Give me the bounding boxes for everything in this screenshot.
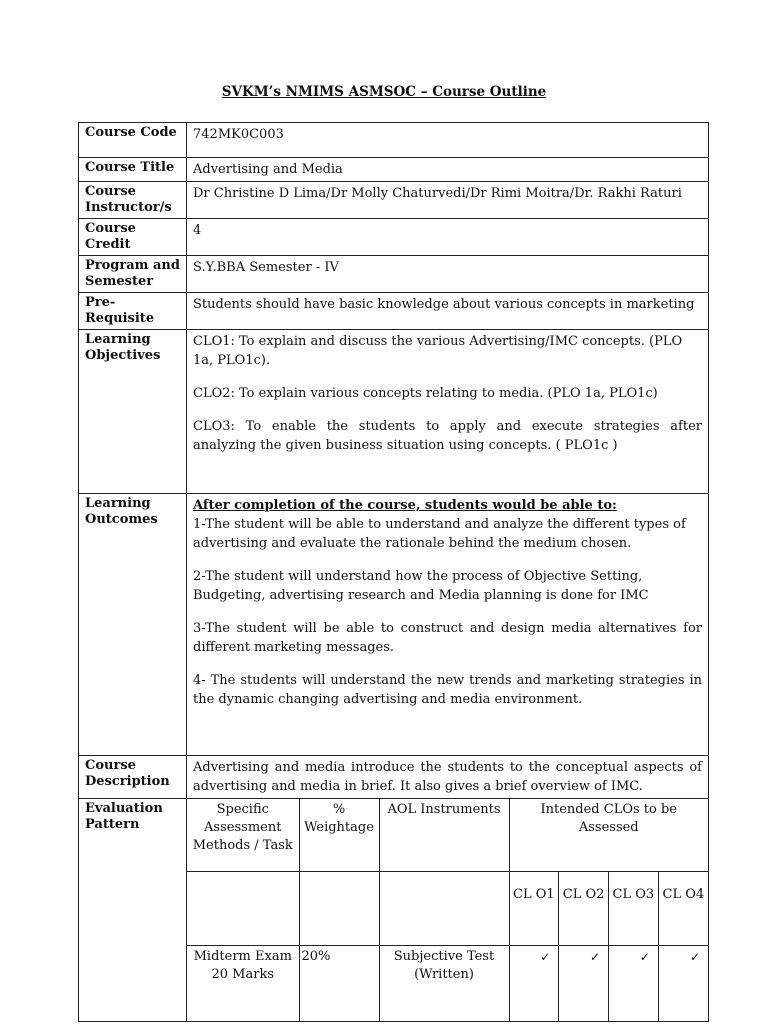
eval-header-method: Specific Assessment Methods / Task [187, 799, 299, 871]
evaluation-label: Evaluation Pattern [79, 799, 187, 1022]
outcomes-heading: After completion of the course, students would be able to: [193, 498, 617, 513]
eval-weight-cell: 20% [299, 945, 379, 1021]
clo2-header: CL O2 [559, 871, 609, 945]
eval-subheader-row [187, 871, 708, 945]
credit-value: 4 [187, 219, 709, 256]
eval-header-aol: AOL Instruments [379, 799, 509, 871]
outcome-4-text: 4- The students will understand the new trends and marketing strategies in the dynamic changing advertising and media environment. [193, 673, 702, 707]
prerequisite-row [79, 293, 709, 330]
clo1-header: CL O1 [509, 871, 559, 945]
program-value: S.Y.BBA Semester - IV [187, 256, 709, 293]
eval-header-clos: Intended CLOs to be Assessed [509, 799, 708, 871]
instructors-value: Dr Christine D Lima/Dr Molly Chaturvedi/Dr Rimi Moitra/Dr. Rakhi Raturi [187, 182, 709, 219]
outcome-1-text: 1-The student will be able to understand and analyze the different types of advertising and evaluate the rationale behind the medium chosen. [193, 517, 686, 551]
eval-method-cell: Midterm Exam 20 Marks [187, 945, 299, 1021]
eval-data-row [187, 945, 708, 1021]
course-title-label: Course Title [79, 158, 187, 182]
eval-aol-cell: Subjective Test (Written) [379, 945, 509, 1021]
description-row [79, 756, 709, 799]
document-title: SVKM’s NMIMS ASMSOC – Course Outline [221, 84, 547, 100]
evaluation-table [187, 799, 708, 1021]
course-code-value: 742MK0C003 [187, 123, 709, 158]
clo1-text: CLO1: To explain and discuss the various Advertising/IMC concepts. (PLO 1a, PLO1c). [193, 334, 683, 368]
clo4-header: CL O4 [658, 871, 708, 945]
eval-empty-cell [379, 871, 509, 945]
eval-header-row [187, 799, 708, 871]
outcomes-row [79, 494, 709, 756]
check-icon: ✓ [609, 945, 659, 1021]
evaluation-value [187, 799, 709, 1022]
course-outline-table [78, 122, 709, 1022]
objectives-value [187, 330, 709, 494]
evaluation-row [79, 799, 709, 1022]
eval-header-weight: % Weightage [299, 799, 379, 871]
eval-empty-cell [187, 871, 299, 945]
instructors-label: Course Instructor/s [79, 182, 187, 219]
credit-row [79, 219, 709, 256]
objectives-label: Learning Objectives [79, 330, 187, 494]
credit-label: Course Credit [79, 219, 187, 256]
program-row [79, 256, 709, 293]
course-title-row [79, 158, 709, 182]
clo3-header: CL O3 [609, 871, 659, 945]
outcomes-value [187, 494, 709, 756]
check-icon: ✓ [509, 945, 559, 1021]
instructors-row [79, 182, 709, 219]
program-label: Program and Semester [79, 256, 187, 293]
outcome-2-text: 2-The student will understand how the process of Objective Setting, Budgeting, advertising research and Media planning is done for IMC [193, 569, 649, 603]
objectives-row [79, 330, 709, 494]
outcome-3-text: 3-The student will be able to construct and design media alternatives for different marketing messages. [193, 621, 702, 655]
clo3-text: CLO3: To enable the students to apply and execute strategies after analyzing the given business situation using concepts. ( PLO1c ) [193, 419, 702, 453]
prerequisite-value: Students should have basic knowledge about various concepts in marketing [187, 293, 709, 330]
eval-empty-cell [299, 871, 379, 945]
check-icon: ✓ [559, 945, 609, 1021]
clo2-text: CLO2: To explain various concepts relating to media. (PLO 1a, PLO1c) [193, 386, 658, 401]
prerequisite-label: Pre-Requisite [79, 293, 187, 330]
course-title-value: Advertising and Media [187, 158, 709, 182]
course-code-row [79, 123, 709, 158]
description-label: Course Description [79, 756, 187, 799]
course-code-label: Course Code [79, 123, 187, 158]
check-icon: ✓ [658, 945, 708, 1021]
outcomes-label: Learning Outcomes [79, 494, 187, 756]
description-value: Advertising and media introduce the students to the conceptual aspects of advertising and media in brief. It also gives a brief overview of IMC. [187, 756, 709, 799]
